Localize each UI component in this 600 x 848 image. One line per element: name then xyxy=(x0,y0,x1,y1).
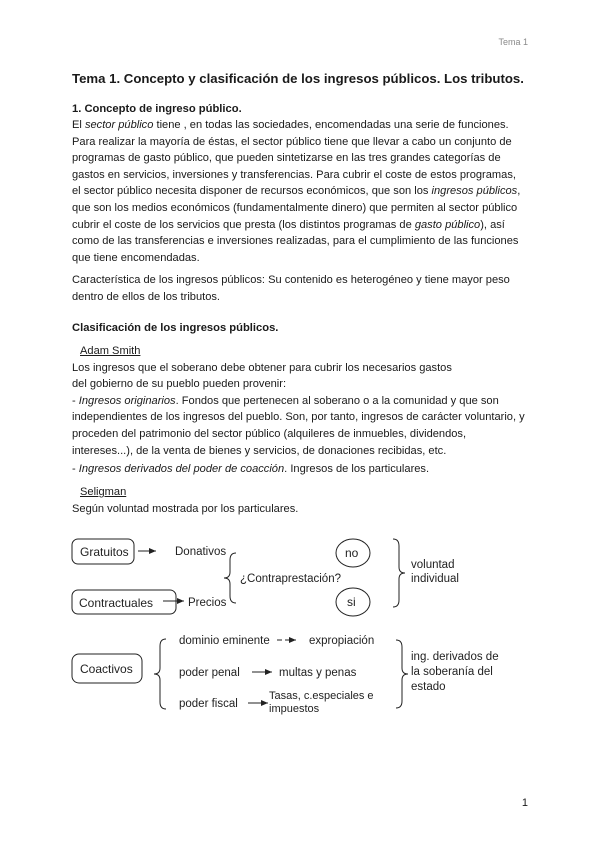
emphasis-gasto-publico: gasto público xyxy=(414,218,481,231)
emphasis-ingresos-derivados: Ingresos derivados del poder de coacción xyxy=(78,462,285,475)
section-heading-concepto: 1. Concepto de ingreso público. xyxy=(72,103,242,115)
page-number: 1 xyxy=(521,797,528,809)
text-span: - xyxy=(72,394,79,407)
label-ing-derivados: ing. derivados de xyxy=(411,651,499,663)
text-line: como de las transferencias e inversiones realizadas, para el cumplimiento de las funciones xyxy=(72,235,519,248)
brace-contraprestacion xyxy=(224,553,236,603)
text-span: tiene , en todas las sociedades, encomendadas una serie de funciones. xyxy=(153,119,509,131)
brace-soberania xyxy=(396,640,408,708)
text-line: que tiene encomendadas. xyxy=(72,251,200,264)
text-span: ), así xyxy=(480,218,505,231)
text-span: - xyxy=(72,462,79,475)
label-coactivos: Coactivos xyxy=(80,662,133,676)
text-line: Para realizar la mayoría de éstas, el sector público tiene que llevar a cabo un conjunto de xyxy=(72,135,512,148)
label-multas-penas: multas y penas xyxy=(279,667,357,679)
brace-coactivos xyxy=(154,639,166,709)
label-si: si xyxy=(347,595,356,609)
text-line: gastos en servicios, inversiones y transferencias. Para cubrir el coste de estos programas, xyxy=(72,168,516,181)
emphasis-sector-publico: sector público xyxy=(84,119,154,131)
author-adam-smith: Adam Smith xyxy=(80,345,141,357)
label-estado: estado xyxy=(411,681,446,693)
label-poder-penal: poder penal xyxy=(179,667,240,679)
document-title: Tema 1. Concepto y clasificación de los ingresos públicos. Los tributos. xyxy=(72,71,524,86)
label-no: no xyxy=(345,546,359,560)
label-dominio-eminente: dominio eminente xyxy=(179,635,270,647)
label-donativos: Donativos xyxy=(175,546,227,558)
running-header: Tema 1 xyxy=(498,37,528,47)
author-seligman: Seligman xyxy=(80,486,127,498)
seligman-description: Según voluntad mostrada por los particulares. xyxy=(72,502,299,515)
section-heading-clasificacion: Clasificación de los ingresos públicos. xyxy=(72,322,279,334)
label-impuestos: impuestos xyxy=(269,703,320,715)
label-contractuales: Contractuales xyxy=(79,596,154,610)
label-contraprestacion: ¿Contraprestación? xyxy=(240,573,341,585)
label-voluntad: voluntad xyxy=(411,559,455,571)
text-line: Característica de los ingresos públicos: Su contenido es heterogéneo y tiene mayor peso xyxy=(72,274,510,286)
label-tasas: Tasas, c.especiales e xyxy=(269,690,374,702)
emphasis-ingresos-originarios: Ingresos originarios xyxy=(78,394,176,407)
text-line: dentro de ellos de los tributos. xyxy=(72,290,221,303)
text-line: del gobierno de su pueblo pueden provenir: xyxy=(72,378,287,391)
brace-voluntad-individual xyxy=(393,539,405,607)
label-individual: individual xyxy=(411,573,459,585)
label-soberania: la soberanía del xyxy=(411,666,493,678)
text-line: intereses...), de la venta de bienes y servicios, de donaciones recibidas, etc. xyxy=(72,444,447,457)
text-span: , xyxy=(517,185,521,198)
text-line: independientes de los ingresos del pueblo. Son, por tanto, ingresos de carácter voluntario, y xyxy=(72,411,525,424)
label-expropiacion: expropiación xyxy=(309,635,375,647)
label-precios: Precios xyxy=(188,597,227,609)
label-poder-fiscal: poder fiscal xyxy=(179,698,238,710)
text-span: cubrir el coste de los servicios que presta (los distintos programas de xyxy=(72,218,415,231)
label-gratuitos: Gratuitos xyxy=(80,545,129,559)
text-line: programas de gasto público, que pueden sintetizarse en las tres grandes categorías de xyxy=(72,152,501,165)
text-span: . Ingresos de los particulares. xyxy=(284,462,430,475)
text-line: proceden del patrimonio del sector público (alquileres de inmuebles, dividendos, xyxy=(72,428,467,440)
text-span: el sector público necesita disponer de recursos económicos, que son los xyxy=(72,185,432,198)
text-line: que son los medios económicos (fundamentalmente dinero) que permiten al sector público xyxy=(72,202,518,214)
text-span: El xyxy=(72,119,85,131)
text-line: Los ingresos que el soberano debe obtener para cubrir los necesarios gastos xyxy=(72,361,452,374)
text-span: . Fondos que pertenecen al soberano o a la comunidad y que son xyxy=(175,394,499,407)
emphasis-ingresos-publicos: ingresos públicos xyxy=(431,185,518,198)
